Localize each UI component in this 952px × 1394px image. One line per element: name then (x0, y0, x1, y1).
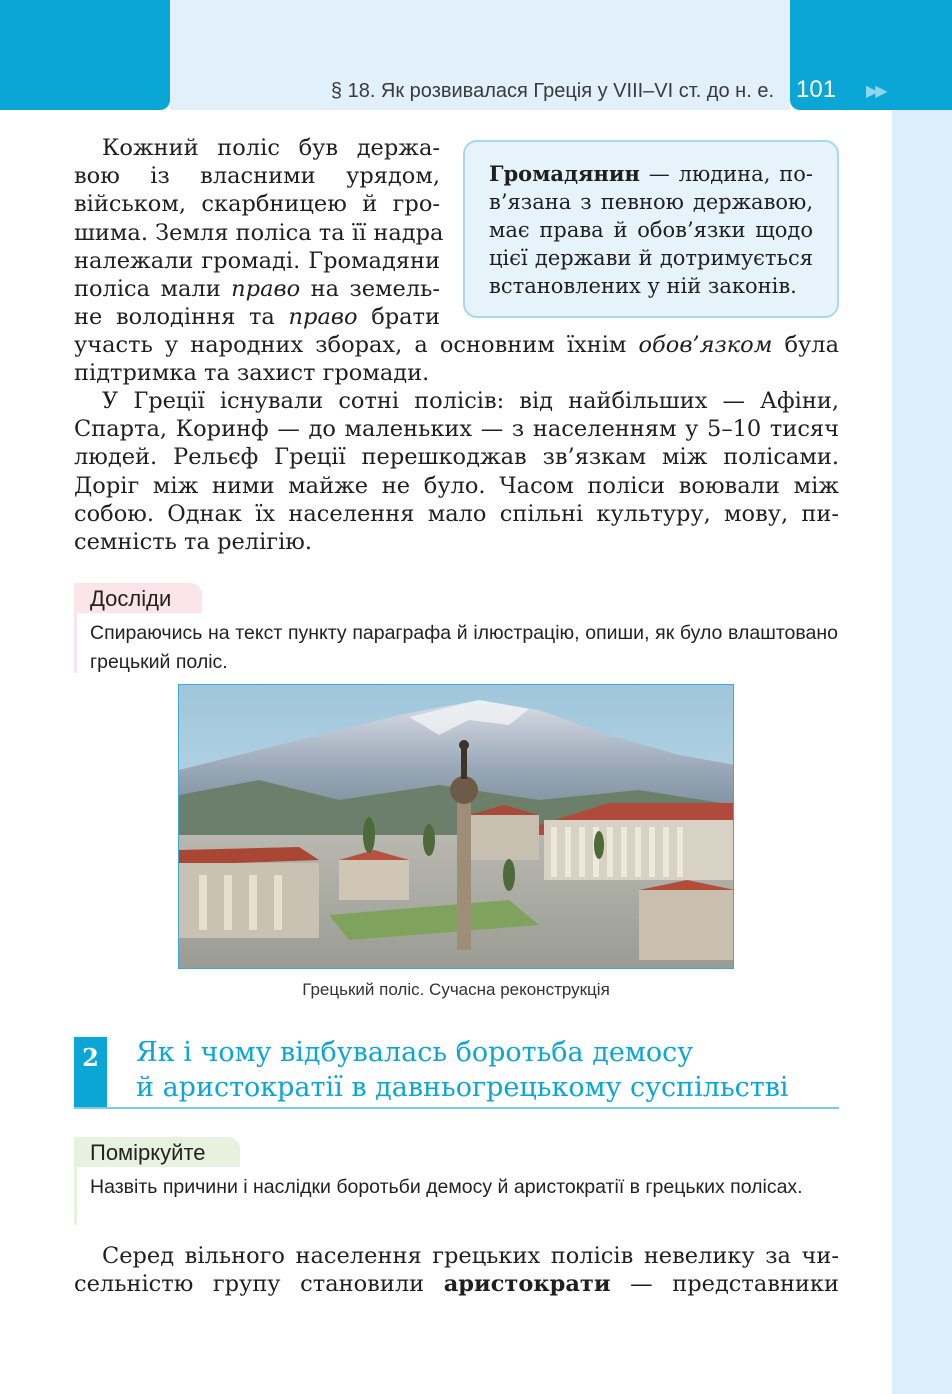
text-line: У Греції існували сотні полісів: від найбільших — Афіни, (102, 388, 839, 414)
text-fragment: сельністю групу становили (74, 1271, 444, 1298)
side-margin-strip (892, 110, 952, 1394)
text-line: шима. Земля поліса та її надра (74, 219, 444, 246)
task-side-bar (74, 613, 77, 673)
definition-text: — людина, по-в’язана з певною державою, має права й обов’язки щодо цієї держави й дотримується встановлених у ній законів. (489, 162, 813, 298)
text-line: семність та релігію. (74, 529, 313, 556)
page-number: 101 (796, 76, 837, 103)
paragraph-1 (74, 134, 444, 331)
polis-illustration (179, 685, 734, 969)
definition-box (463, 140, 839, 318)
text-fragment: — представники (610, 1271, 839, 1298)
section-title (136, 1035, 789, 1105)
paragraph-2 (74, 387, 839, 556)
text-line: людей. Рельєф Греції перешкоджав зв’язкам між полісами. (74, 444, 839, 471)
text-line: Спарта, Коринф — до маленьких — з населенням у 5–10 тисяч (74, 416, 839, 443)
next-page-arrows-icon: ▶▶ (866, 81, 885, 100)
text-line: вою із власними урядом, (74, 163, 440, 190)
text-fragment: поліса мали (74, 276, 232, 303)
definition-term: Громадянин (489, 161, 640, 186)
text-line: Кожний поліс був держа- (102, 135, 440, 161)
section-title-line: Як і чому відбувалась боротьба демосу (136, 1037, 694, 1068)
emphasis-obovyazok: обов’язком (638, 332, 773, 358)
paragraph-1-continued (74, 331, 839, 387)
text-fragment: на земель- (300, 276, 440, 303)
text-line (74, 275, 440, 303)
text-line: Доріг між ними майже не було. Часом поліси воювали між (74, 472, 839, 499)
term-aristocrats: аристократи (443, 1271, 611, 1298)
text-line (74, 331, 839, 359)
text-line: належали громаді. Громадяни (74, 247, 440, 274)
paragraph-3 (74, 1242, 839, 1298)
text-line: собою. Однак їх населення мало спільні культуру, мову, пи- (74, 500, 839, 527)
running-title: § 18. Як розвивалася Греція у VIII–VI ст. до н. е. (330, 80, 774, 102)
text-line (74, 1270, 839, 1298)
text-fragment: брати (357, 304, 440, 331)
emphasis-pravo: право (288, 304, 358, 331)
emphasis-pravo: право (231, 276, 301, 303)
text-line: Серед вільного населення грецьких полісів невелику за чи- (102, 1243, 839, 1269)
figure-caption: Грецький поліс. Сучасна реконструкція (302, 980, 610, 999)
text-fragment: була (772, 332, 839, 358)
text-fragment: не володіння та (74, 304, 289, 331)
text-line: підтримка та захист громади. (74, 360, 430, 387)
task-text: Назвіть причини і наслідки боротьби демосу й аристократії в грецьких полісах. (90, 1176, 803, 1198)
task-text: Спираючись на текст пункту параграфа й ілюстрацію, опиши, як було влаштовано грецький поліс. (90, 622, 838, 673)
section-number: 2 (74, 1037, 107, 1109)
section-underline (74, 1107, 839, 1109)
header-left-block (0, 0, 170, 110)
task-label-pomirkuite: Поміркуйте (90, 1140, 206, 1165)
text-line: військом, скарбницею й гро- (74, 191, 440, 218)
text-line (74, 303, 440, 331)
task-side-bar (74, 1167, 77, 1225)
task-label-doslidy: Досліди (90, 586, 172, 611)
text-fragment: участь у народних зборах, а основним їхнім (74, 332, 639, 358)
section-title-line: й аристократії в давньогрецькому суспільстві (136, 1072, 789, 1103)
polis-reconstruction-image (178, 684, 734, 969)
